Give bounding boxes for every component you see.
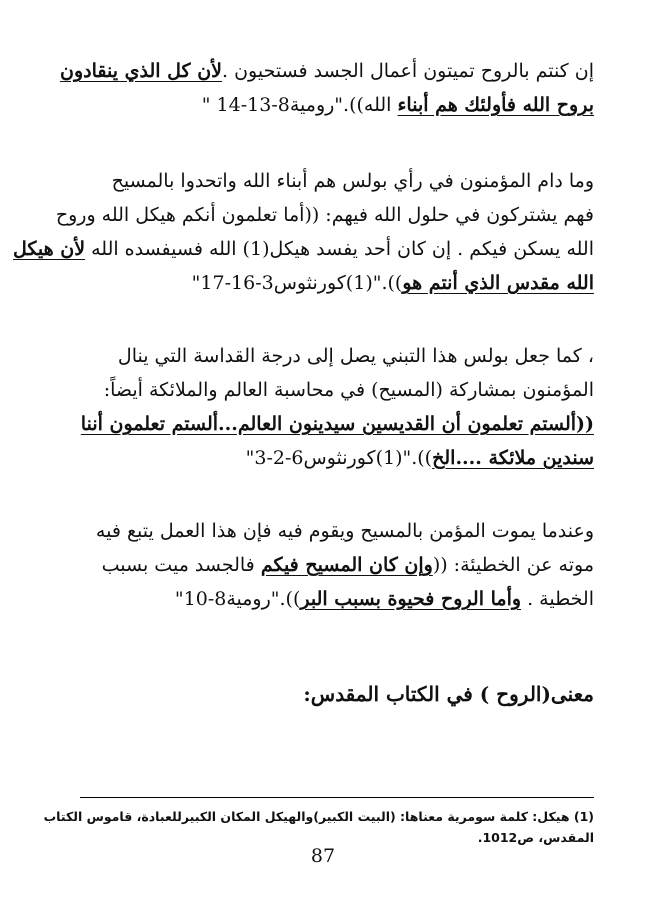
paragraph-1-line-2: [74, 88, 594, 122]
emphasis-span: الله مقدس الذي أنتم هو: [402, 272, 594, 294]
text-span: فالجسد ميت بسبب: [101, 554, 261, 576]
footnote: [43, 806, 594, 848]
paragraph-3-line-3: ((ألستم تعلمون أن القديسين سيدينون العالم...ألستم تعلمون أننا: [80, 413, 594, 435]
emphasis-span: لأن كل الذي ينقادون: [60, 60, 223, 82]
paragraph-4-line-3: [74, 582, 594, 616]
text-span: موته عن الخطيئة: ((: [432, 554, 594, 576]
text-span: ))."(1)كورنثوس3-16-17": [191, 272, 403, 294]
paragraph-2-line-3: [13, 232, 594, 266]
paragraph-3: [74, 339, 594, 475]
paragraph-4: [74, 514, 594, 616]
footnote-divider: [80, 797, 594, 798]
footnote-line-2: المقدس، ص1012.: [477, 830, 594, 845]
paragraph-2-line-2: فهم يشتركون في حلول الله فيهم: ((أما تعلمون أنكم هيكل الله وروح: [55, 204, 594, 226]
footnote-line-1: (1) هيكل: كلمة سومرية معناها: (البيت الكبير)والهيكل المكان الكبيرللعبادة، قاموس الكتاب: [43, 809, 594, 824]
paragraph-3-line-2: المؤمنون بمشاركة (المسيح) في محاسبة العالم والملائكة أيضاً:: [103, 379, 594, 401]
text-span: إن كنتم بالروح تميتون أعمال الجسد فستحيون .: [222, 60, 594, 82]
paragraph-1: [60, 54, 594, 122]
page-number: 87: [310, 845, 336, 867]
text-span: الله))."رومية8-13-14 ": [201, 94, 398, 116]
emphasis-span: بروح الله فأولئك هم أبناء: [397, 94, 594, 116]
paragraph-2-line-4: [74, 266, 594, 300]
text-span: ))."(1)كورنثوس6-2-3": [245, 447, 433, 469]
emphasis-span: سندين ملائكة ....الخ: [432, 447, 594, 469]
paragraph-3-line-4: [74, 441, 594, 475]
emphasis-span: لأن هيكل: [13, 238, 86, 260]
paragraph-3-line-1: ، كما جعل بولس هذا التبني يصل إلى درجة القداسة التي ينال: [117, 345, 594, 367]
text-span: الله يسكن فيكم . إن كان أحد يفسد هيكل(1) الله فسيفسده الله: [85, 238, 594, 260]
emphasis-span: وإن كان المسيح فيكم: [260, 554, 433, 576]
section-heading: معنى(الروح ) في الكتاب المقدس:: [303, 682, 594, 706]
text-span: الخطية .: [521, 588, 594, 610]
paragraph-4-line-2: [74, 548, 594, 582]
paragraph-4-line-1: وعندما يموت المؤمن بالمسيح ويقوم فيه فإن هذا العمل يتبع فيه: [95, 520, 594, 542]
text-span: ))."رومية8-10": [174, 588, 301, 610]
paragraph-2: [13, 164, 594, 300]
emphasis-span: وأما الروح فحيوة بسبب البر: [300, 588, 522, 610]
paragraph-2-line-1: وما دام المؤمنون في رأي بولس هم أبناء الله واتحدوا بالمسيح: [111, 170, 594, 192]
paragraph-1-line-1: [60, 54, 594, 88]
